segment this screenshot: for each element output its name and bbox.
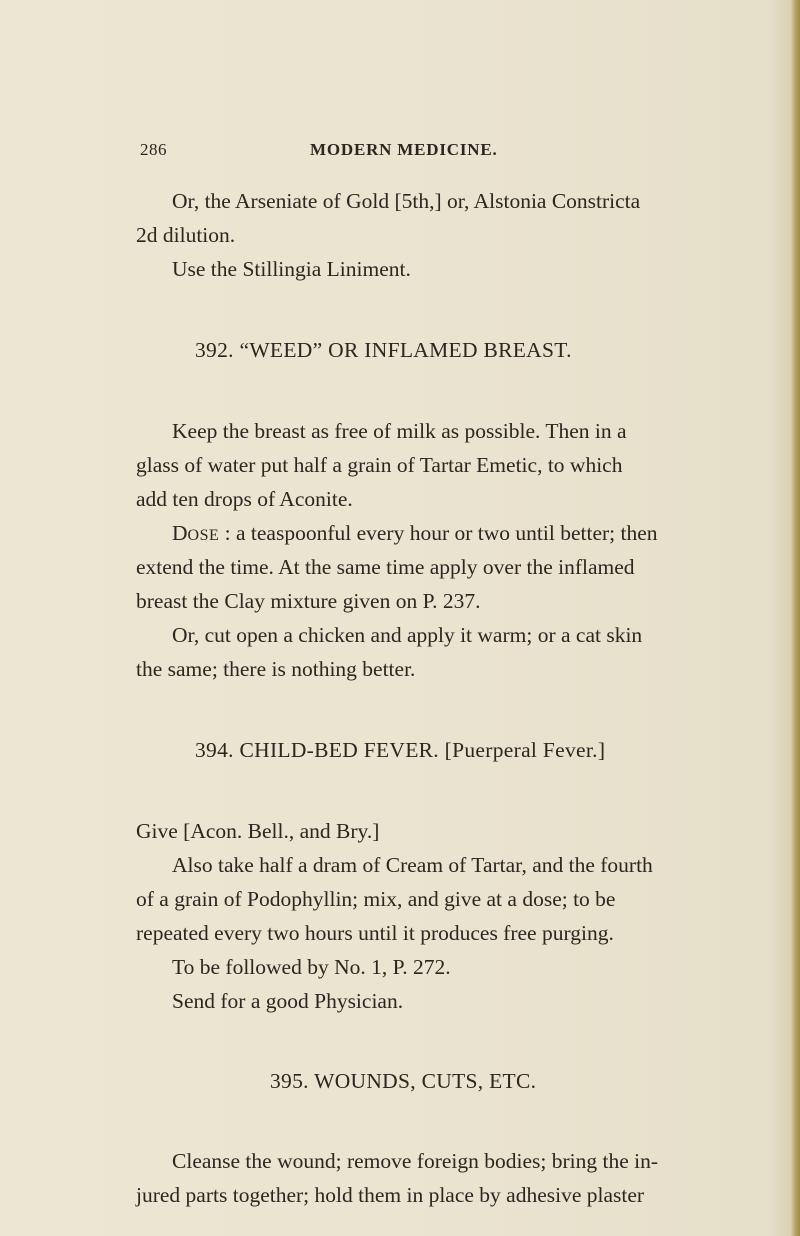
text-line: extend the time. At the same time apply over the inflamed [136, 555, 635, 579]
text-line: Keep the breast as free of milk as possible. Then in a [172, 419, 627, 443]
text-line: 2d dilution. [136, 223, 236, 247]
text-line: Or, cut open a chicken and apply it warm; or a cat skin [172, 623, 643, 647]
page-edge [790, 0, 800, 1236]
text-line: the same; there is nothing better. [136, 657, 416, 681]
text-line: add ten drops of Aconite. [136, 487, 353, 511]
running-head-title: MODERN MEDICINE. [310, 140, 498, 159]
running-head [140, 140, 700, 166]
dose-text: : a teaspoonful every hour or two until better; then [224, 521, 658, 545]
text-line: glass of water put half a grain of Tartar Emetic, to which [136, 453, 623, 477]
text-line: jured parts together; hold them in place by adhesive plaster [136, 1183, 645, 1207]
page-number: 286 [140, 140, 167, 159]
text-line: Give [Acon. Bell., and Bry.] [136, 819, 380, 843]
text-line: of a grain of Podophyllin; mix, and give at a dose; to be [136, 887, 616, 911]
text-line: breast the Clay mixture given on P. 237. [136, 589, 481, 613]
text-line [172, 520, 658, 549]
text-line: To be followed by No. 1, P. 272. [172, 955, 451, 979]
dose-label-rest: OSE [187, 527, 220, 544]
text-line: Cleanse the wound; remove foreign bodies; bring the in- [172, 1149, 659, 1173]
dose-label-initial: D [172, 521, 188, 545]
text-line: Use the Stillingia Liniment. [172, 257, 411, 281]
section-heading-392: 392. “WEED” OR INFLAMED BREAST. [195, 338, 572, 362]
text-line: Send for a good Physician. [172, 989, 404, 1013]
text-line: Or, the Arseniate of Gold [5th,] or, Alstonia Constricta [172, 189, 641, 213]
section-heading-394: 394. CHILD-BED FEVER. [Puerperal Fever.] [195, 738, 606, 762]
text-line: repeated every two hours until it produces free purging. [136, 921, 614, 945]
text-line: Also take half a dram of Cream of Tartar, and the fourth [172, 853, 653, 877]
section-heading-395: 395. WOUNDS, CUTS, ETC. [270, 1069, 537, 1093]
